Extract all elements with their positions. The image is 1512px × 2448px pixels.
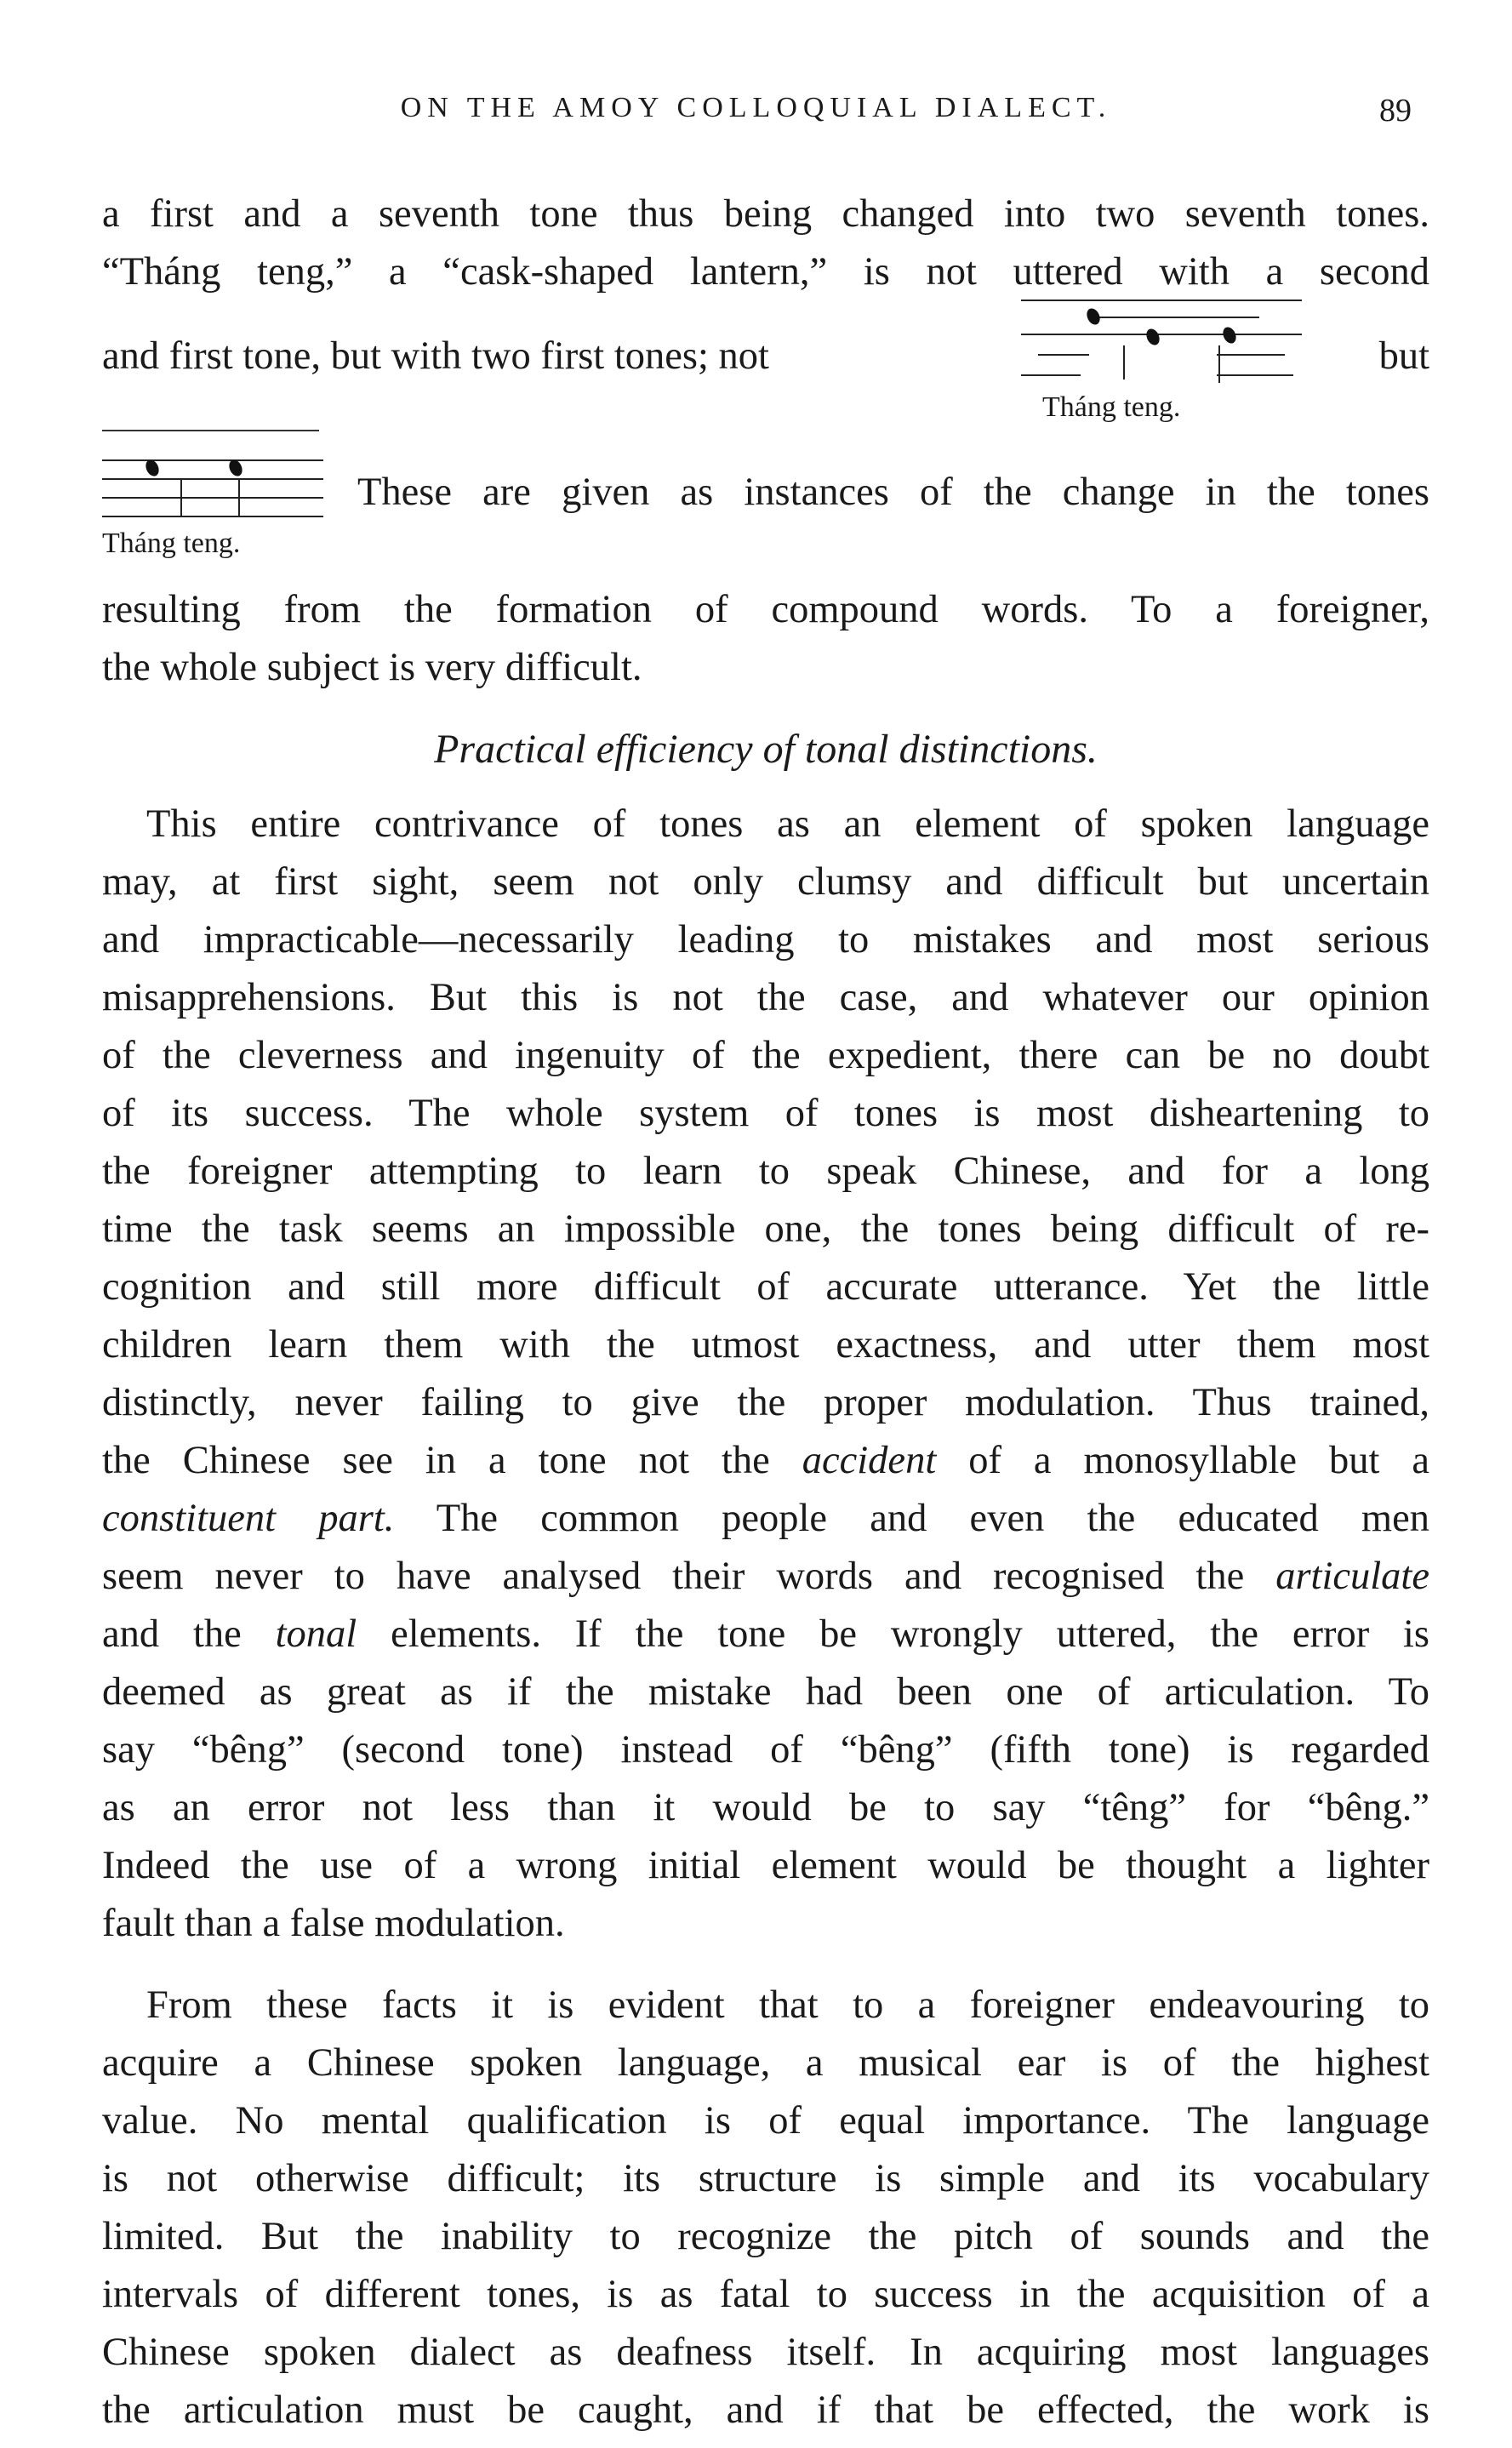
text-line: the foreigner attempting to learn to speak Chinese, and for a long — [102, 1150, 1429, 1193]
text-line: From these facts it is evident that to a foreigner endeavouring to — [146, 1983, 1429, 2027]
text-line: cognition and still more difficult of accurate utterance. Yet the little — [102, 1265, 1429, 1309]
running-head: ON THE AMOY COLLOQUIAL DIALECT. — [400, 92, 1112, 123]
note-icon — [1220, 325, 1238, 345]
emphasis: accident — [802, 1439, 937, 1482]
text-fragment: seem never to have analysed their words and recognised the — [102, 1555, 1245, 1598]
text-line: deemed as great as if the mistake had been one of articulation. To — [102, 1670, 1429, 1714]
text-fragment: of a monosyllable but a — [968, 1439, 1430, 1482]
note-icon — [1084, 306, 1102, 327]
text-line: This entire contrivance of tones as an element of spoken language — [146, 802, 1429, 846]
divider — [102, 430, 319, 431]
emphasis: tonal — [275, 1612, 357, 1656]
emphasis: articulate — [1275, 1555, 1429, 1598]
text-line — [102, 1432, 1429, 1490]
text-line: misapprehensions. But this is not the case, and whatever our opinion — [102, 976, 1429, 1019]
text-line: Indeed the use of a wrong initial element would be thought a lighter — [102, 1844, 1429, 1887]
text-line: value. No mental qualification is of equal importance. The language — [102, 2099, 1429, 2143]
text-line: time the task seems an impossible one, the tones being difficult of re- — [102, 1207, 1429, 1251]
text-fragment: elements. If the tone be wrongly uttered, the error is — [391, 1612, 1430, 1656]
text-line: resulting from the formation of compound words. To a foreigner, — [102, 588, 1429, 631]
text-line: of the cleverness and ingenuity of the expedient, there can be no doubt — [102, 1034, 1429, 1077]
page-header — [0, 92, 1512, 143]
text-line: Chinese spoken dialect as deafness itself. In acquiring most languages — [102, 2331, 1429, 2374]
text-line: the articulation must be caught, and if that be effected, the work is — [102, 2388, 1429, 2432]
text-line: These are given as instances of the change in the tones — [357, 471, 1429, 514]
text-line: may, at first sight, seem not only clumsy and difficult but uncertain — [102, 860, 1429, 904]
tone-notation-left — [102, 449, 332, 568]
text-line: acquire a Chinese spoken language, a musical ear is of the highest — [102, 2041, 1429, 2085]
text-line: the whole subject is very difficult. — [102, 646, 642, 689]
text-line — [102, 1606, 1429, 1663]
text-fragment: and the — [102, 1612, 242, 1656]
text-line: fault than a false modulation. — [102, 1902, 565, 1945]
text-line: as an error not less than it would be to say “têng” for “bêng.” — [102, 1786, 1429, 1829]
text-fragment: and first tone, but with two first tones; not — [102, 334, 769, 378]
emphasis: constituent part. — [102, 1497, 395, 1540]
text-line: say “bêng” (second tone) instead of “bêng” (fifth tone) is regarded — [102, 1728, 1429, 1772]
text-line: a first and a seventh tone thus being changed into two seventh tones. — [102, 192, 1429, 236]
staff-caption: Tháng teng. — [1042, 391, 1181, 423]
text-line: children learn them with the utmost exactness, and utter them most — [102, 1323, 1429, 1367]
text-line: intervals of different tones, is as fatal to success in the acquisition of a — [102, 2273, 1429, 2316]
staff-caption: Tháng teng. — [102, 528, 241, 559]
text-line: and impracticable—necessarily leading to mistakes and most serious — [102, 918, 1429, 962]
text-line: of its success. The whole system of tones is most disheartening to — [102, 1092, 1429, 1135]
tone-notation-right — [1021, 289, 1302, 434]
text-line — [102, 1490, 1429, 1548]
text-line: distinctly, never failing to give the proper modulation. Thus trained, — [102, 1381, 1429, 1424]
text-line — [102, 1548, 1429, 1606]
text-line: is not otherwise difficult; its structure is simple and its vocabulary — [102, 2157, 1429, 2200]
text-fragment: but — [1378, 334, 1429, 378]
note-icon — [1144, 327, 1161, 347]
section-heading: Practical efficiency of tonal distinctions. — [434, 727, 1098, 772]
text-line: “Tháng teng,” a “cask-shaped lantern,” is not uttered with a second — [102, 250, 1429, 294]
page-number: 89 — [1379, 93, 1412, 128]
text-fragment: The common people and even the educated men — [436, 1497, 1429, 1540]
text-fragment: the Chinese see in a tone not the — [102, 1439, 770, 1482]
text-line: limited. But the inability to recognize the pitch of sounds and the — [102, 2215, 1429, 2258]
